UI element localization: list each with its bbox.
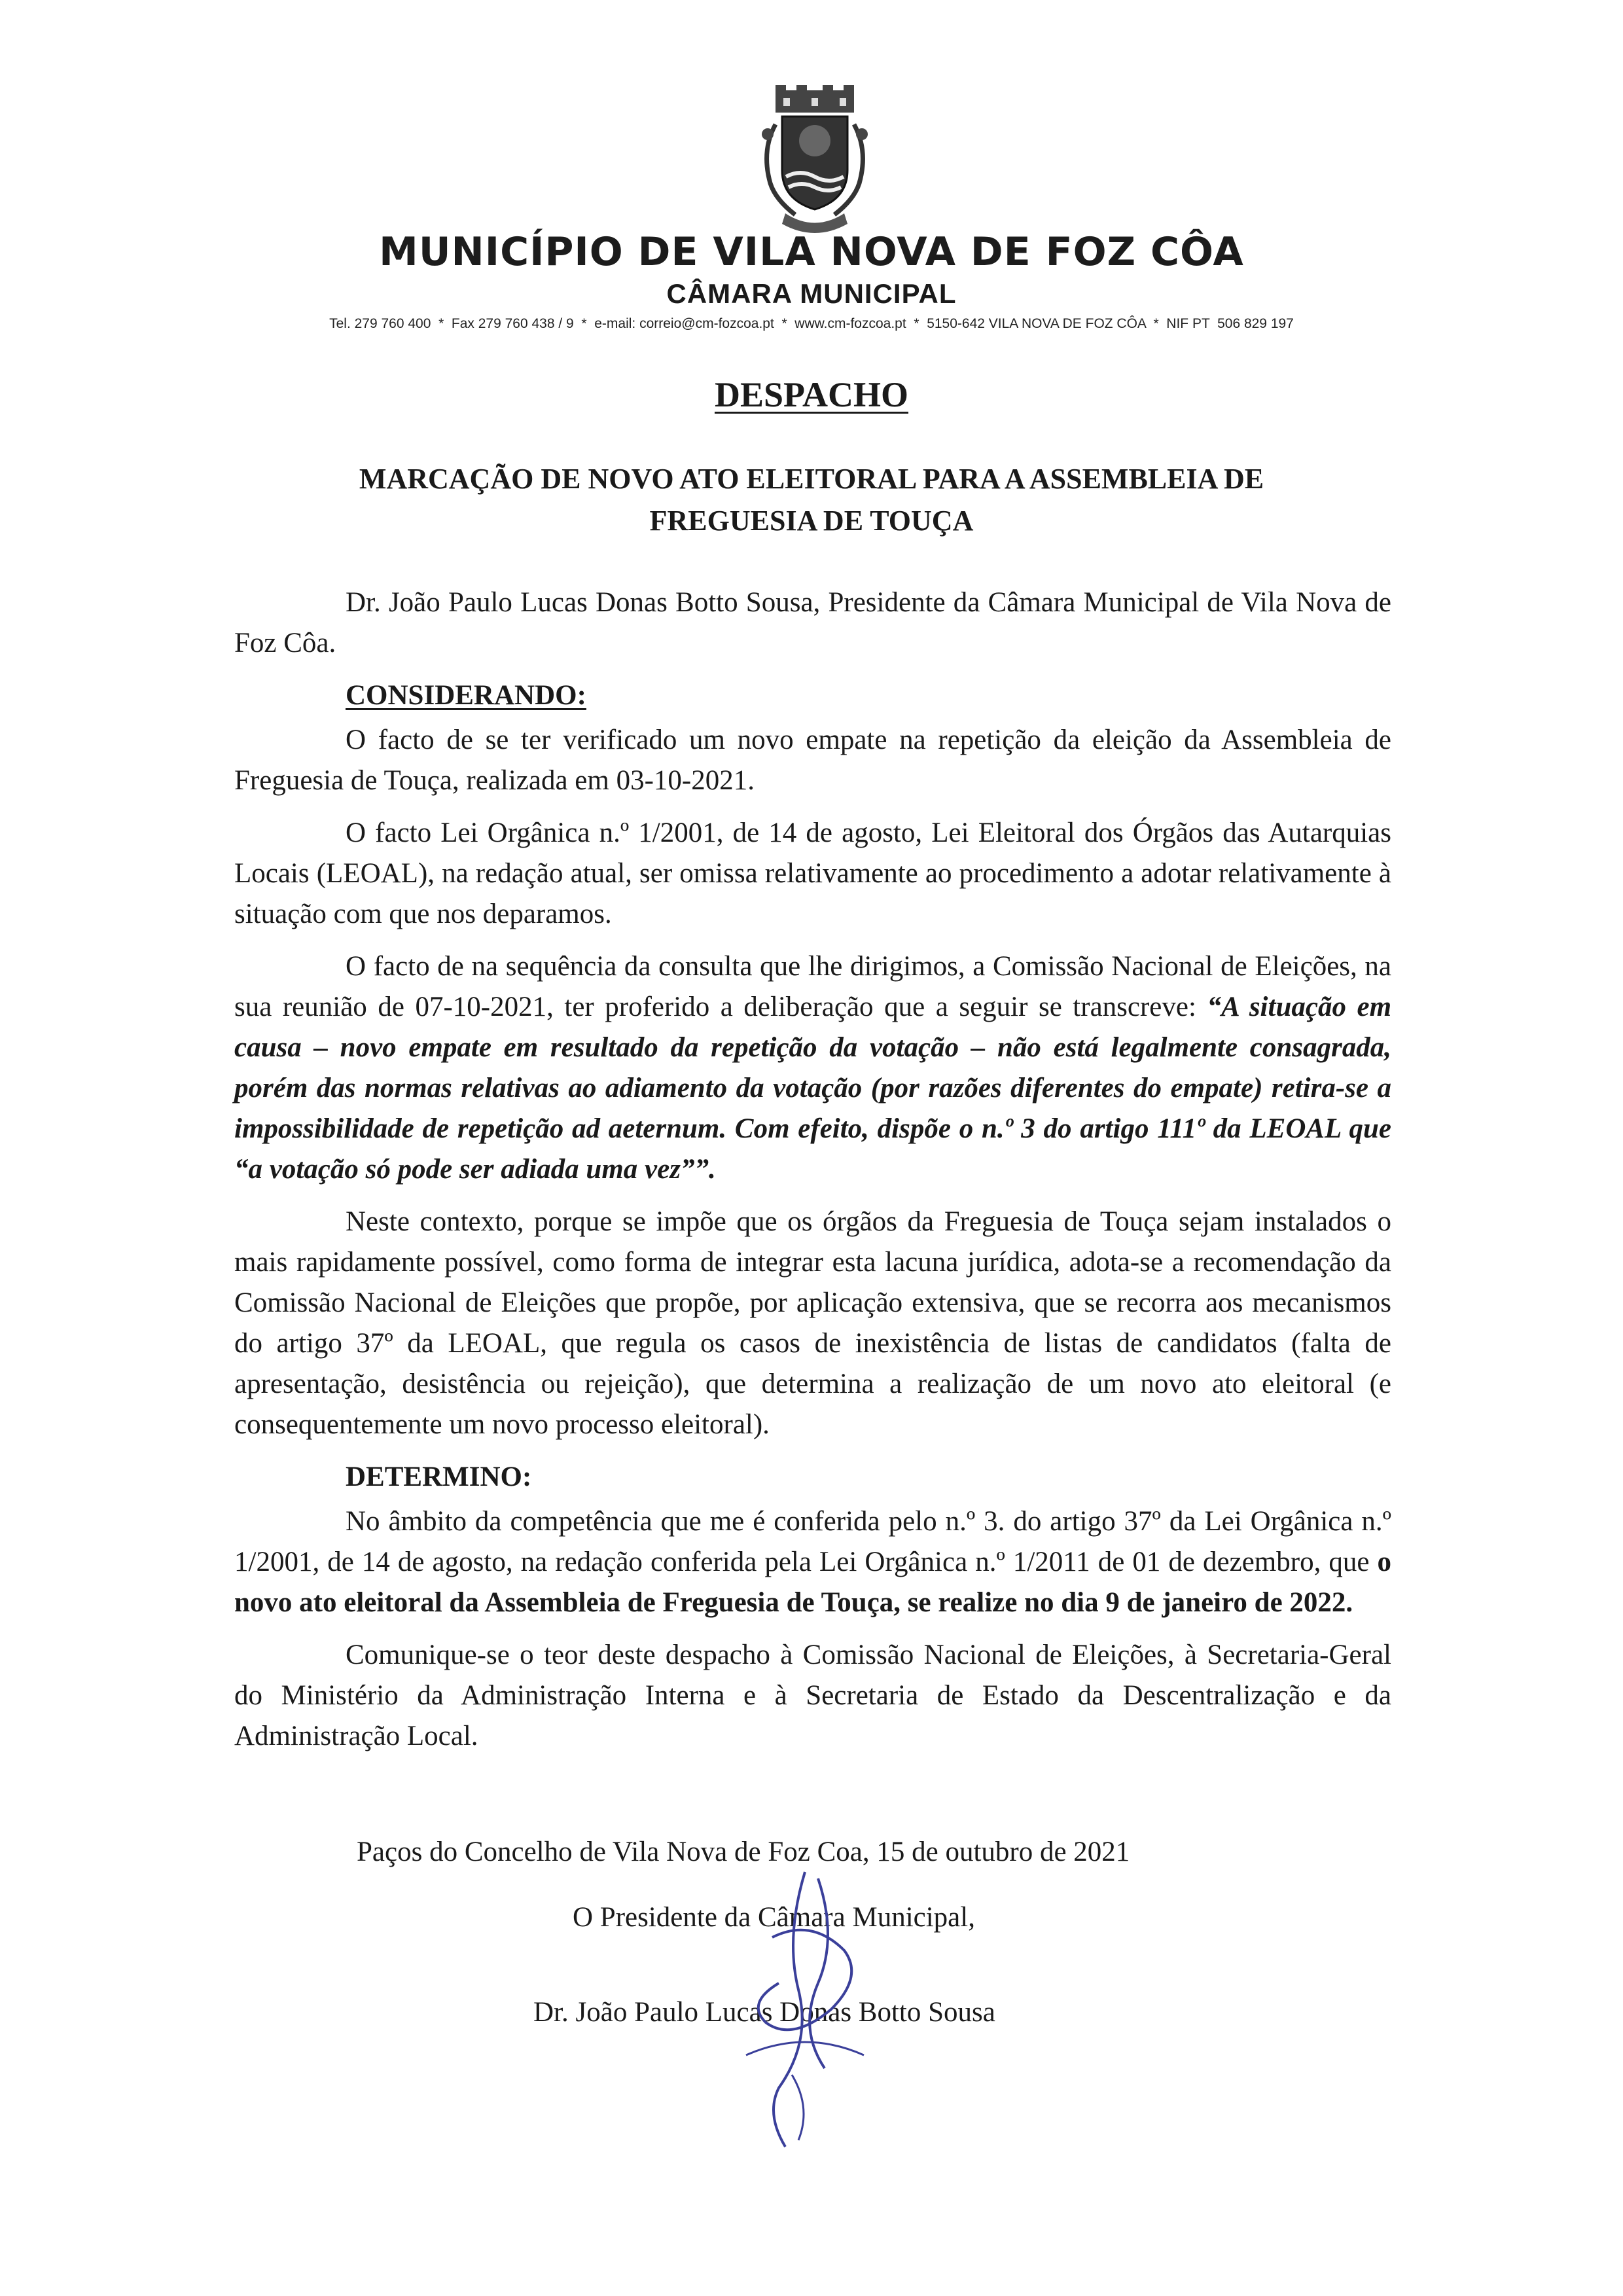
determino-text: DETERMINO:: [346, 1462, 532, 1492]
paragraph-3-lead: O facto de na sequência da consulta que lhe dirigimos, a Comissão Nacional de Eleições, na sua reunião de 07-10-2021, ter proferido a deliberação que a seguir se transcreve:: [234, 951, 1391, 1022]
paragraph-5-lead: No âmbito da competência que me é conferida pelo n.º 3. do artigo 37º da Lei Orgânica n.º 1/2001, de 14 de agosto, na redação conferida pela Lei Orgânica n.º 1/2011 de 01 de dezembro, que: [234, 1506, 1391, 1577]
subject-line-2: FREGUESIA DE TOUÇA: [649, 505, 974, 537]
organization-subtitle: CÂMARA MUNICIPAL: [666, 278, 957, 309]
coat-of-arms-icon: [749, 85, 880, 239]
determino-label: [234, 1457, 1391, 1498]
organization-title: MUNICÍPIO DE VILA NOVA DE FOZ CÔA: [379, 229, 1244, 275]
subject-line-1: MARCAÇÃO DE NOVO ATO ELEITORAL PARA A ASSEMBLEIA DE: [359, 463, 1264, 495]
considerando-text: CONSIDERANDO:: [346, 680, 586, 711]
paragraph-3-quote: “A situação em causa – novo empate em resultado da repetição da votação – não está legalmente consagrada, porém das normas relativas ao adiamento da votação (por razões diferentes do empate) retira-se a impossibilidade de repetição ad aeternum. Com efeito, dispõe o n.º 3 do artigo 111º da LEOAL que “a votação só pode ser adiada uma vez””.: [234, 992, 1392, 1185]
paragraph-4: Neste contexto, porque se impõe que os órgãos da Freguesia de Touça sejam instalados o mais rapidamente possível, como forma de integrar esta lacuna jurídica, adota-se a recomendação da Comissão Nacional de Eleições que propõe, por aplicação extensiva, que se recorra aos mecanismos do artigo 37º da LEOAL, que regula os casos de inexistência de listas de candidatos (falta de apresentação, desistência ou rejeição), que determina a realização de um novo ato eleitoral (e consequentemente um novo processo eleitoral).: [234, 1206, 1391, 1440]
intro-paragraph: Dr. João Paulo Lucas Donas Botto Sousa, Presidente da Câmara Municipal de Vila Nova de Foz Côa.: [234, 587, 1391, 658]
handwritten-signature-icon: [707, 1859, 903, 2153]
contact-line: Tel. 279 760 400 * Fax 279 760 438 / 9 * e-mail: correio@cm-fozcoa.pt * www.cm-fozcoa.pt * 5150-642 VILA NOVA DE FOZ CÔA * NIF PT 506 829 197: [329, 316, 1294, 331]
document-heading: DESPACHO: [714, 375, 909, 414]
place-date: Paços do Concelho de Vila Nova de Foz Coa, 15 de outubro de 2021: [357, 1837, 1130, 1867]
signatory-role: O Presidente da Câmara Municipal,: [573, 1902, 975, 1933]
considerando-label: [234, 675, 1391, 716]
paragraph-6: Comunique-se o teor deste despacho à Comissão Nacional de Eleições, à Secretaria-Geral do Ministério da Administração Interna e à Secretaria de Estado da Descentralização e da Administração Local.: [234, 1640, 1391, 1751]
signatory-name: Dr. João Paulo Lucas Donas Botto Sousa: [533, 1997, 995, 2028]
document-subject: [236, 458, 1387, 542]
document-body: [234, 583, 1391, 1768]
paragraph-5-decision: o novo ato eleitoral da Assembleia de Freguesia de Touça, se realize no dia 9 de janeiro de 2022.: [234, 1547, 1391, 1618]
paragraph-3: [234, 946, 1391, 1190]
paragraph-1: O facto de se ter verificado um novo empate na repetição da eleição da Assembleia de Freguesia de Touça, realizada em 03-10-2021.: [234, 725, 1391, 796]
paragraph-2: O facto Lei Orgânica n.º 1/2001, de 14 de agosto, Lei Eleitoral dos Órgãos das Autarquias Locais (LEOAL), na redação atual, ser omissa relativamente ao procedimento a adotar relativamente à situação com que nos deparamos.: [234, 817, 1391, 929]
paragraph-5: [234, 1501, 1391, 1623]
